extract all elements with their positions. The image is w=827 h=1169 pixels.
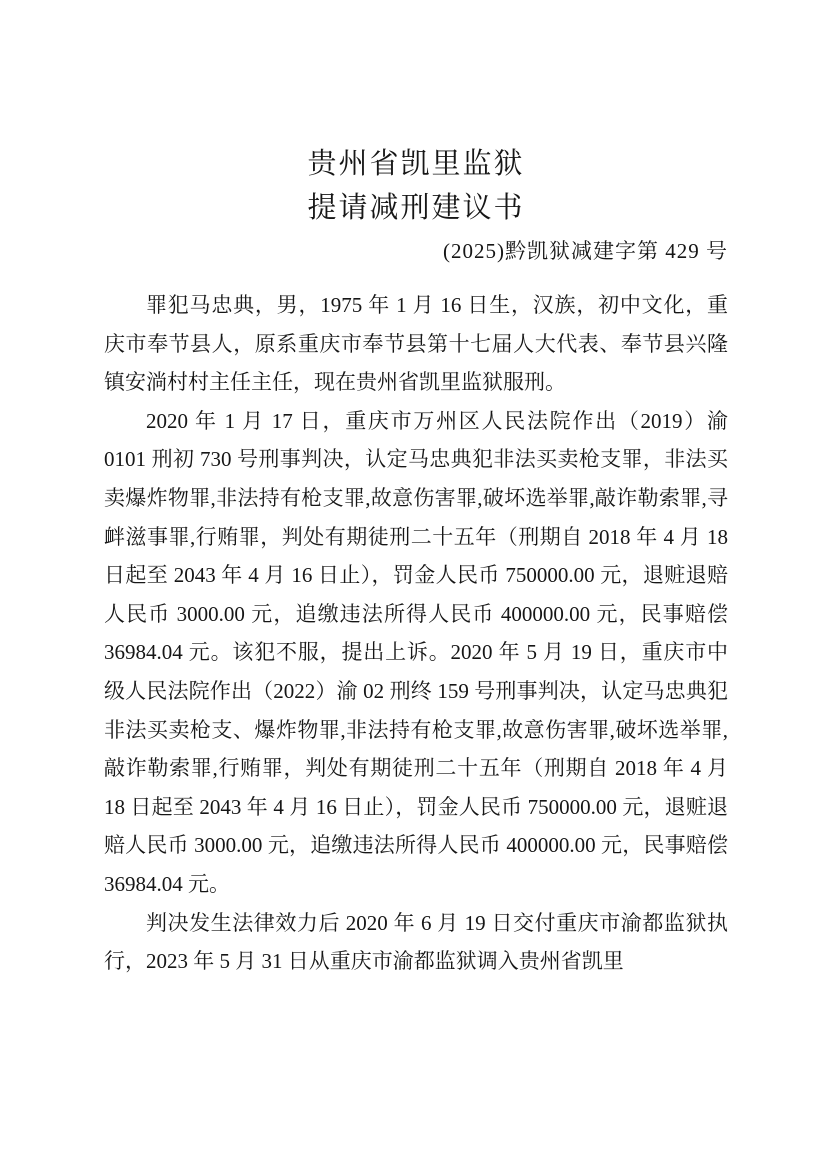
paragraph-execution-transfer: 判决发生法律效力后 2020 年 6 月 19 日交付重庆市渝都监狱执行，2023 年 5 月 31 日从重庆市渝都监狱调入贵州省凯里 <box>104 910 728 974</box>
doc-number: (2025)黔凯狱减建字第 429 号 <box>443 239 728 263</box>
document-body <box>104 286 728 981</box>
title-line-document-type: 提请减刑建议书 <box>307 192 525 224</box>
document-title <box>104 142 728 230</box>
paragraph-offender-info: 罪犯马忠典，男，1975 年 1 月 16 日生，汉族，初中文化，重庆市奉节县人，原系重庆市奉节县第十七届人大代表、奉节县兴隆镇安淌村村主任主任，现在贵州省凯里监狱服刑。 <box>104 293 728 395</box>
paragraph-judgment-history: 2020 年 1 月 17 日，重庆市万州区人民法院作出（2019）渝 0101 刑初 730 号刑事判决，认定马忠典犯非法买卖枪支罪，非法买卖爆炸物罪,非法持有枪支罪,故意伤害罪,破坏选举罪,敲诈勒索罪,寻衅滋事罪,行贿罪，判处有期徒刑二十五年（刑期自 2018 年 4 月 18 日起至 2043 年 4 月 16 日止），罚金人民币 750000.00 元，退赃退赔人民币 3000.00 元，追缴违法所得人民币 400000.00 元，民事赔偿 36984.04 元。该犯不服，提出上诉。2020 年 5 月 19 日，重庆市中级人民法院作出（2022）渝 02 刑终 159 号刑事判决，认定马忠典犯非法买卖枪支、爆炸物罪,非法持有枪支罪,故意伤害罪,破坏选举罪,敲诈勒索罪,行贿罪，判处有期徒刑二十五年（刑期自 2018 年 4 月 18 日起至 2043 年 4 月 16 日止），罚金人民币 750000.00 元，退赃退赔人民币 3000.00 元，追缴违法所得人民币 400000.00 元，民事赔偿 36984.04 元。 <box>104 408 728 896</box>
title-line-prison-name: 贵州省凯里监狱 <box>307 148 525 180</box>
